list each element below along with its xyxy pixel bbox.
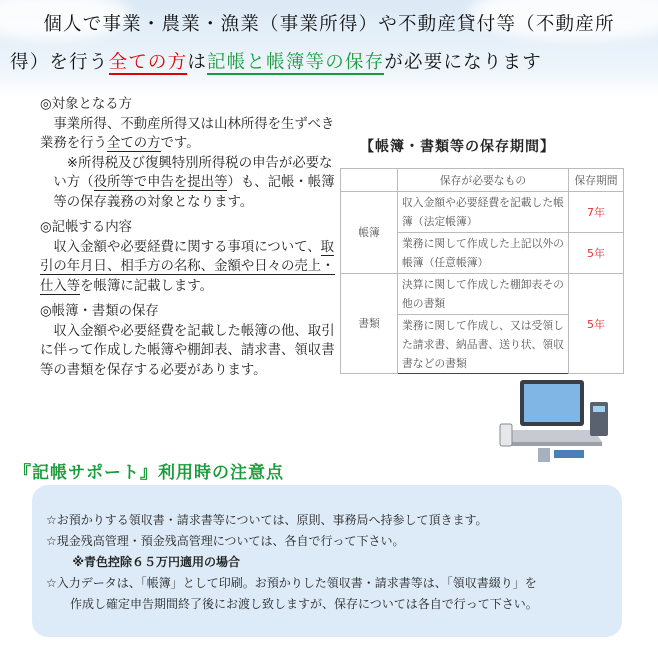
target-note: ※所得税及び復興特別所得税の申告が必要ない方（役所等で申告を提出等）も、記帳・帳簿等の保存義務の対象となります。	[53, 155, 335, 210]
headline-all-persons: 全ての方	[108, 52, 188, 73]
header-item: 保存が必要なもの	[398, 169, 569, 192]
store-heading: ◎帳簿・書類の保存	[40, 304, 159, 319]
header-period: 保存期間	[569, 169, 624, 192]
period-7-years: 7年	[569, 192, 624, 233]
category-books: 帳簿	[341, 192, 398, 274]
row-optional-books: 業務に関して作成した上記以外の帳簿（任意帳簿）	[398, 233, 569, 274]
notice-item-continuation: 作成し確定申告期間終了後にお渡し致しますが、保存については各自で行って下さい。	[70, 597, 538, 611]
notice-item: ☆お預かりする領収書・請求書等については、原則、事務局へ持参して頂きます。	[46, 513, 488, 527]
notice-box	[32, 485, 622, 637]
notice-item: ☆現金残高管理・預金残高管理については、各自で行って下さい。	[46, 534, 405, 548]
notice-item-note: ※青色控除６５万円適用の場合	[72, 555, 241, 569]
retention-table-title: 【帳簿・書類等の保存期間】	[360, 139, 555, 155]
headline-line-2: 得）を行う全ての方は記帳と帳簿等の保存が必要になります	[10, 52, 542, 73]
target-heading: ◎対象となる方	[40, 97, 133, 112]
period-5-years: 5年	[569, 233, 624, 274]
notice-title: 『記帳サポート』利用時の注意点	[14, 463, 284, 483]
explanation-column	[40, 95, 340, 380]
notice-item: ☆入力データは、「帳簿」として印刷。お預かりした領収書・請求書等は、「領収書綴り」を	[46, 576, 537, 590]
row-business-docs: 業務に関して作成し、又は受領した請求書、納品書、送り状、領収書などの書類	[398, 315, 569, 374]
record-paragraph: 収入金額や必要経費に関する事項について、取引の年月日、相手方の名称、金額や日々の売上・仕入等を帳簿に記載します。	[40, 239, 335, 294]
record-heading: ◎記帳する内容	[40, 220, 133, 235]
laptop-illustration-icon	[498, 372, 618, 472]
store-paragraph: 収入金額や必要経費を記載した帳簿の他、取引に伴って作成した帳簿や棚卸表、請求書、領収書等の書類を保存する必要があります。	[40, 323, 335, 378]
period-docs-5-years: 5年	[569, 274, 624, 374]
row-inventory-docs: 決算に関して作成した棚卸表その他の書類	[398, 274, 569, 315]
row-statutory-books: 収入金額や必要経費を記載した帳簿（法定帳簿）	[398, 192, 569, 233]
retention-table	[340, 168, 624, 374]
headline-bookkeeping: 記帳と帳簿等の保存	[207, 52, 385, 73]
target-paragraph: 事業所得、不動産所得又は山林所得を生ずべき業務を行う全ての方です。	[40, 116, 335, 151]
category-documents: 書類	[341, 274, 398, 374]
headline-line-1: 個人で事業・農業・漁業（事業所得）や不動産貸付等（不動産所	[43, 14, 615, 35]
